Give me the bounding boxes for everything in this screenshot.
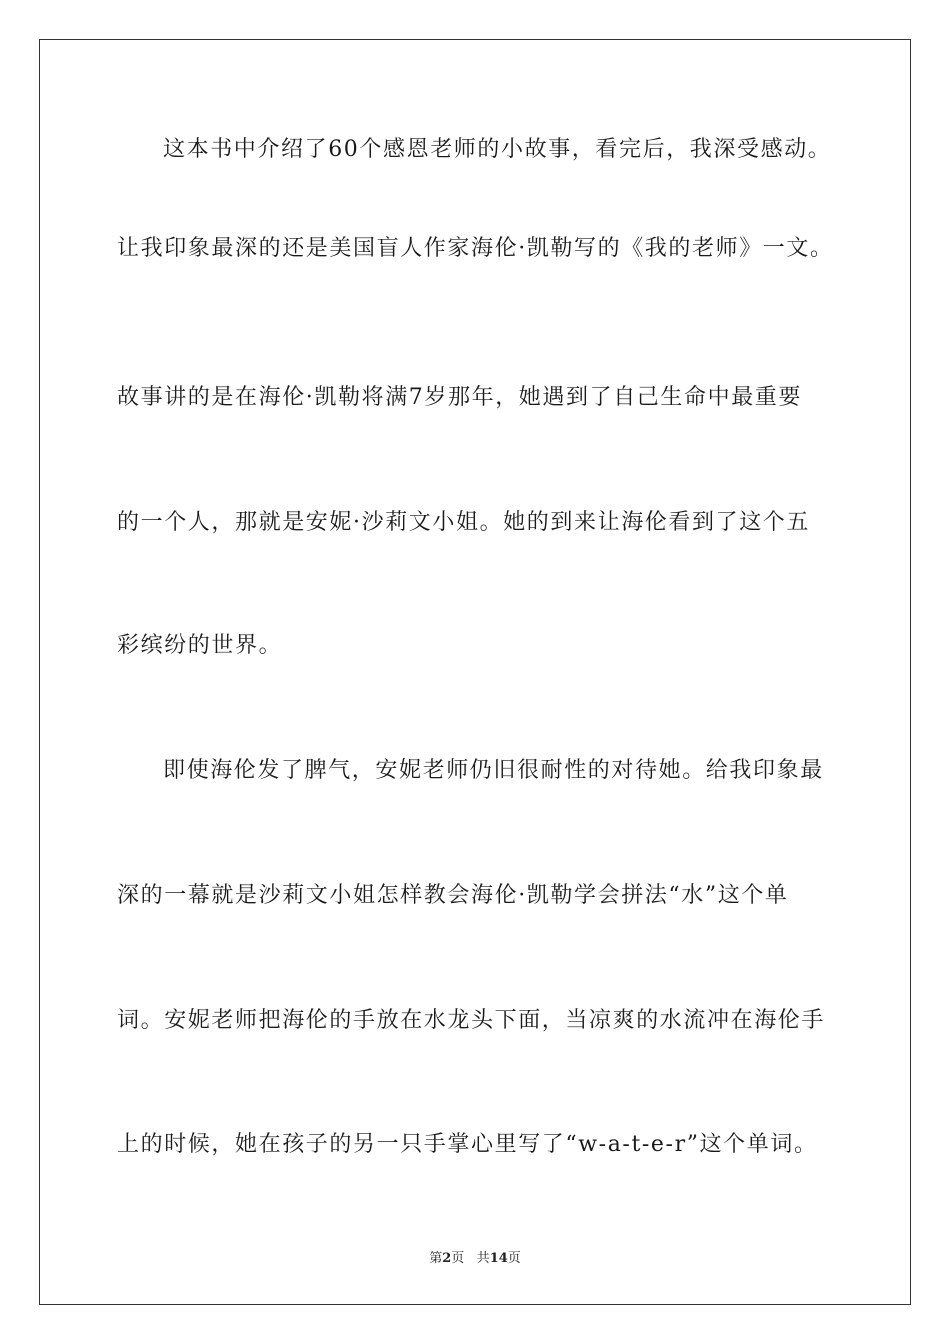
total-page-count: 14 [489, 1251, 508, 1266]
current-page-number: 2 [442, 1251, 452, 1266]
paragraph-2-line-4: 上的时候，她在孩子的另一只手掌心里写了“w-a-t-e-r”这个单词。 [117, 1132, 818, 1157]
paragraph-1-line-4: 的一个人，那就是安妮·沙莉文小姐。她的到来让海伦看到了这个五 [117, 510, 810, 535]
paragraph-2-line-2: 深的一幕就是沙莉文小姐怎样教会海伦·凯勒学会拼法“水”这个单 [117, 883, 789, 908]
paragraph-1-line-5: 彩缤纷的世界。 [117, 633, 283, 658]
total-prefix: 共 [476, 1251, 490, 1266]
page-prefix: 第 [429, 1251, 443, 1266]
page-frame [39, 39, 911, 1305]
paragraph-1-line-1: 这本书中介绍了60个感恩老师的小故事，看完后，我深受感动。 [163, 137, 832, 162]
paragraph-1-line-3: 故事讲的是在海伦·凯勒将满7岁那年，她遇到了自己生命中最重要 [117, 385, 802, 410]
paragraph-1-line-2: 让我印象最深的还是美国盲人作家海伦·凯勒写的《我的老师》一文。 [117, 236, 834, 261]
total-unit: 页 [507, 1251, 521, 1266]
paragraph-2-line-3: 词。安妮老师把海伦的手放在水龙头下面，当凉爽的水流冲在海伦手 [117, 1008, 826, 1033]
page-footer [0, 1247, 950, 1266]
paragraph-2-line-1: 即使海伦发了脾气，安妮老师仍旧很耐性的对待她。给我印象最 [163, 758, 824, 783]
page-unit: 页 [451, 1251, 465, 1266]
